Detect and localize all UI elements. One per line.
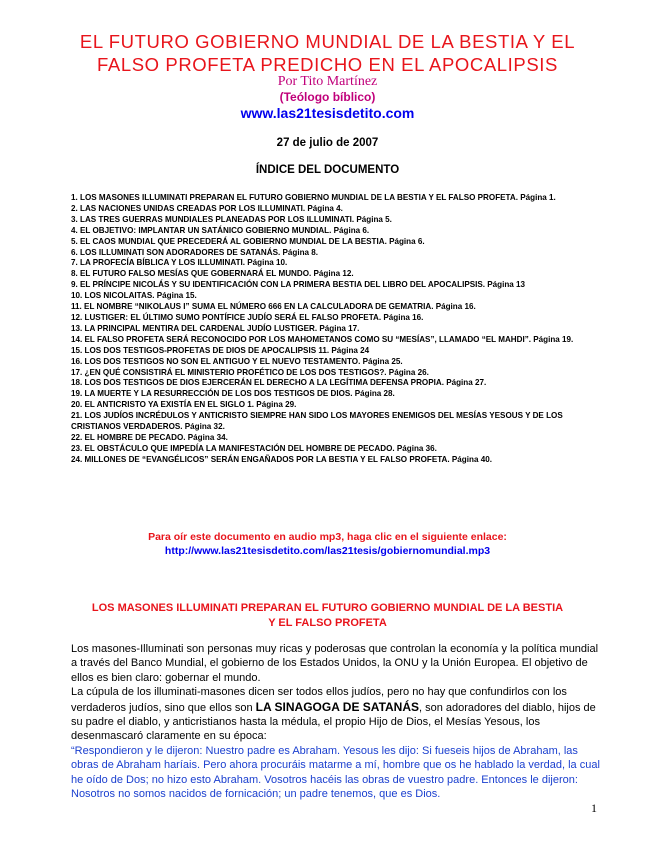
index-item: 3. LAS TRES GUERRAS MUNDIALES PLANEADAS POR LOS ILLUMINATI. Página 5.	[71, 214, 392, 224]
paragraph: Los masones-Illuminati son personas muy ricas y poderosas que controlan la economía y la política mundial a través del Banco Mundial, el gobierno de los Estados Unidos, la ONU y la Unión Europea. El objetivo de ellos es bien claro: gobernar el mundo.	[71, 643, 599, 684]
paragraph	[71, 685, 601, 744]
index-item: 12. LUSTIGER: EL ÚLTIMO SUMO PONTÍFICE JUDÍO SERÁ EL FALSO PROFETA. Página 16.	[71, 312, 424, 322]
author-role: (Teólogo bíblico)	[279, 90, 376, 104]
section-title-line-1: LOS MASONES ILLUMINATI PREPARAN EL FUTURO GOBIERNO MUNDIAL DE LA BESTIA	[91, 602, 564, 614]
audio-note: Para oír este documento en audio mp3, haga clic en el siguiente enlace:	[148, 531, 507, 543]
index-item: 11. EL NOMBRE “NIKOLAUS I” SUMA EL NÚMERO 666 EN LA CALCULADORA DE GEMATRIA. Página 16.	[71, 302, 476, 312]
index-item: 7. LA PROFECÍA BÍBLICA Y LOS ILLUMINATI. Página 10.	[71, 258, 288, 268]
index-item: 10. LOS NICOLAITAS. Página 15.	[71, 291, 197, 301]
index-item: 13. LA PRINCIPAL MENTIRA DEL CARDENAL JUDÍO LUSTIGER. Página 17.	[71, 323, 360, 333]
index-item: 18. LOS DOS TESTIGOS DE DIOS EJERCERÁN EL DERECHO A LA LEGÍTIMA DEFENSA PROPIA. Página 27.	[71, 378, 487, 388]
index-list	[71, 193, 611, 466]
bible-quote: “Respondieron y le dijeron: Nuestro padre es Abraham. Yesous les dijo: Si fueseis hijos de Abraham, las obras de Abraham haríais. Pero ahora procuráis matarme a mí, hombre que os he hablado la verdad, la cual he oído de Dos; no hizo esto Abraham. Vosotros hacéis las obras de vuestro padre. Entonces le dijeron: Nosotros no somos nacidos de fornicación; un padre tenemos, que es Dios.	[71, 744, 600, 801]
index-item: 22. EL HOMBRE DE PECADO. Página 34.	[71, 432, 228, 442]
index-item: 2. LAS NACIONES UNIDAS CREADAS POR LOS ILLUMINATI. Página 4.	[71, 203, 343, 213]
index-item: 16. LOS DOS TESTIGOS NO SON EL ANTIGUO Y EL NUEVO TESTAMENTO. Página 25.	[71, 356, 403, 366]
index-item: 1. LOS MASONES ILLUMINATI PREPARAN EL FUTURO GOBIERNO MUNDIAL DE LA BESTIA Y EL FALSO PROFETA. Página 1.	[71, 193, 556, 202]
emphasis-text: LA SINAGOGA DE SATANÁS	[255, 699, 420, 714]
index-item: 17. ¿EN QUÉ CONSISTIRÁ EL MINISTERIO PROFÉTICO DE LOS DOS TESTIGOS?. Página 26.	[71, 367, 429, 377]
index-item: 15. LOS DOS TESTIGOS-PROFETAS DE DIOS DE APOCALIPSIS 11. Página 24	[71, 345, 370, 355]
document-title	[40, 30, 615, 76]
paragraph-text: La cúpula de los illuminati-masones dicen ser todos ellos judíos, pero no hay que confundirlos con los verdaderos judíos, sino que ellos son	[71, 686, 567, 714]
title-line-1: EL FUTURO GOBIERNO MUNDIAL DE LA BESTIA Y EL	[79, 31, 576, 52]
index-item: 21. LOS JUDÍOS INCRÉDULOS Y ANTICRISTO SIEMPRE HAN SIDO LOS MAYORES ENEMIGOS DEL MESÍAS YESOUS Y DE LOS CRISTIANOS VERDADEROS. Página 32.	[71, 411, 563, 432]
title-line-2: FALSO PROFETA PREDICHO EN EL APOCALIPSIS	[97, 54, 558, 75]
audio-mp3-link[interactable]: http://www.las21tesisdetito.com/las21tesis/gobiernomundial.mp3	[164, 545, 491, 557]
website-link[interactable]: www.las21tesisdetito.com	[240, 105, 415, 121]
index-item: 5. EL CAOS MUNDIAL QUE PRECEDERÁ AL GOBIERNO MUNDIAL DE LA BESTIA. Página 6.	[71, 236, 425, 246]
index-item: 20. EL ANTICRISTO YA EXISTÍA EN EL SIGLO 1. Página 29.	[71, 400, 297, 410]
page-number: 1	[591, 801, 597, 815]
index-item: 6. LOS ILLUMINATI SON ADORADORES DE SATANÁS. Página 8.	[71, 247, 319, 257]
author-name: Por Tito Martínez	[277, 74, 378, 89]
index-title: ÍNDICE DEL DOCUMENTO	[255, 164, 400, 176]
body-text	[71, 642, 601, 801]
paragraph-text: , son adoradores del diablo, hijos de su padre el diablo, y anticristianos hasta la médula, el propio Hijo de Dios, el Mesías Yesous, los desenmascaró claramente en su época:	[71, 701, 596, 743]
index-item: 19. LA MUERTE Y LA RESURRECCIÓN DE LOS DOS TESTIGOS DE DIOS. Página 28.	[71, 389, 395, 399]
section-title	[60, 601, 595, 631]
index-item: 9. EL PRÍNCIPE NICOLÁS Y SU IDENTIFICACIÓN CON LA PRIMERA BESTIA DEL LIBRO DEL APOCALIPSIS. Página 13	[71, 280, 526, 290]
index-item: 24. MILLONES DE “EVANGÉLICOS” SERÁN ENGAÑADOS POR LA BESTIA Y EL FALSO PROFETA. Página 40.	[71, 454, 492, 464]
index-item: 8. EL FUTURO FALSO MESÍAS QUE GOBERNARÁ EL MUNDO. Página 12.	[71, 269, 354, 279]
index-item: 4. EL OBJETIVO: IMPLANTAR UN SATÁNICO GOBIERNO MUNDIAL. Página 6.	[71, 225, 370, 235]
index-item: 23. EL OBSTÁCULO QUE IMPEDÍA LA MANIFESTACIÓN DEL HOMBRE DE PECADO. Página 36.	[71, 443, 437, 453]
document-date: 27 de julio de 2007	[276, 137, 379, 149]
section-title-line-2: Y EL FALSO PROFETA	[268, 617, 387, 629]
index-item: 14. EL FALSO PROFETA SERÁ RECONOCIDO POR LOS MAHOMETANOS COMO SU “MESÍAS”, LLAMADO “EL MAHDI”. Página 19.	[71, 334, 574, 344]
